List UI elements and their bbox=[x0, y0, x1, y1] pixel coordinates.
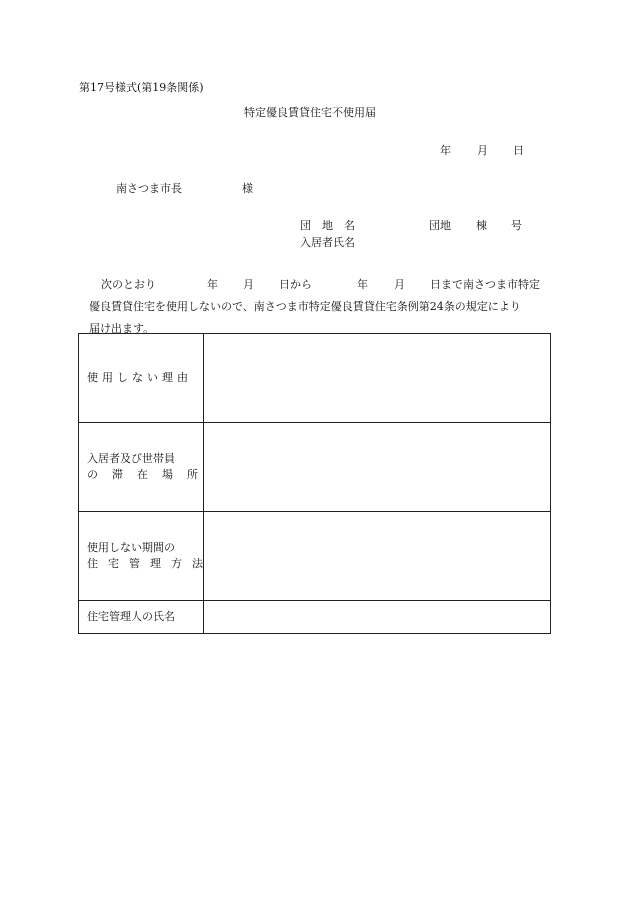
body-from: 日から bbox=[279, 278, 312, 291]
building-label: 棟 bbox=[476, 219, 487, 232]
date-year: 年 bbox=[440, 144, 451, 157]
complex-name-label: 団 地 名 bbox=[300, 219, 355, 232]
body-month-1: 月 bbox=[243, 278, 254, 291]
management-method-input-cell[interactable] bbox=[204, 512, 551, 601]
body-intro: 次のとおり bbox=[101, 278, 156, 291]
body-month-2: 月 bbox=[394, 278, 405, 291]
reason-input-cell[interactable] bbox=[204, 334, 551, 423]
reason-label-cell bbox=[79, 334, 204, 423]
table-row bbox=[79, 423, 551, 512]
resident-name-label: 入居者氏名 bbox=[300, 236, 355, 249]
table-row bbox=[79, 512, 551, 601]
reason-label: 使用しない理由 bbox=[87, 371, 192, 384]
document-title: 特定優良賃貸住宅不使用届 bbox=[244, 106, 376, 119]
body-text bbox=[89, 274, 549, 340]
addressee-name: 南さつま市長 bbox=[116, 182, 182, 195]
unit-number-label: 号 bbox=[511, 219, 522, 232]
body-year-2: 年 bbox=[357, 278, 368, 291]
stay-location-label-1: 入居者及び世帯員 bbox=[87, 452, 175, 465]
body-year-1: 年 bbox=[207, 278, 218, 291]
table-row bbox=[79, 334, 551, 423]
manager-name-label-cell bbox=[79, 601, 204, 634]
date-day: 日 bbox=[513, 144, 524, 157]
stay-location-label-cell bbox=[79, 423, 212, 512]
management-method-label-cell bbox=[79, 512, 213, 601]
body-line-3: 届け出ます。 bbox=[89, 322, 155, 335]
manager-name-input-cell[interactable] bbox=[204, 601, 551, 634]
addressee-honorific: 様 bbox=[242, 182, 253, 195]
stay-location-label-2: の滞在場所 bbox=[87, 468, 212, 481]
body-line-1 bbox=[89, 274, 549, 296]
body-line-2: 優良賃貸住宅を使用しないので、南さつま市特定優良賃貸住宅条例第24条の規定により bbox=[89, 300, 521, 313]
manager-name-label: 住宅管理人の氏名 bbox=[87, 610, 175, 623]
date-month: 月 bbox=[477, 144, 488, 157]
complex-suffix: 団地 bbox=[429, 219, 451, 232]
management-method-label-2: 住宅管理方法 bbox=[87, 557, 213, 570]
form-number: 第17号様式(第19条関係) bbox=[79, 81, 204, 94]
form-table bbox=[78, 333, 551, 634]
management-method-label-1: 使用しない期間の bbox=[87, 541, 175, 554]
table-row bbox=[79, 601, 551, 634]
body-until: 日まで南さつま市特定 bbox=[430, 278, 540, 291]
stay-location-input-cell[interactable] bbox=[204, 423, 551, 512]
